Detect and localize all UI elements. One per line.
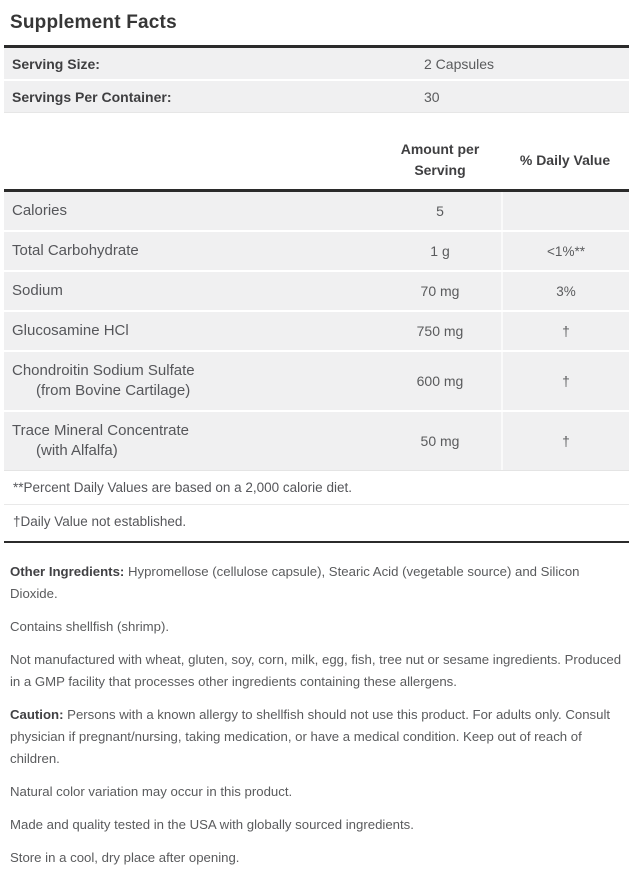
nutrient-name: Total Carbohydrate xyxy=(12,242,139,259)
nutrient-row-chondroitin-sodium-sulfate xyxy=(4,352,629,412)
column-header-amount-per-serving: Amount per Serving xyxy=(400,141,480,178)
nutrient-daily-value: † xyxy=(501,312,629,350)
made-in-usa-paragraph: Made and quality tested in the USA with globally sourced ingredients. xyxy=(10,817,414,832)
footnote-dagger: †Daily Value not established. xyxy=(13,514,187,529)
footnote-daily-values: **Percent Daily Values are based on a 2,000 calorie diet. xyxy=(4,471,629,505)
nutrient-daily-value: † xyxy=(501,412,629,470)
nutrient-amount: 600 mg xyxy=(416,373,464,389)
nutrient-row-glucosamine-hcl xyxy=(4,312,629,352)
color-variation-paragraph: Natural color variation may occur in this product. xyxy=(10,784,293,799)
other-ingredients-text: Hypromellose (cellulose capsule), Stearic Acid (vegetable source) and Silicon Dioxide. xyxy=(10,564,580,601)
nutrient-row-sodium xyxy=(4,272,629,312)
nutrient-name: Glucosamine HCl xyxy=(12,322,129,339)
nutrient-daily-value xyxy=(501,192,629,230)
serving-size-row xyxy=(4,48,629,81)
servings-per-container-label: Servings Per Container: xyxy=(12,88,172,105)
nutrient-row-total-carbohydrate xyxy=(4,232,629,272)
nutrient-name-source: (with Alfalfa) xyxy=(36,442,118,459)
servings-per-container-row xyxy=(4,81,629,113)
column-header-daily-value: % Daily Value xyxy=(519,151,611,168)
nutrient-name-source: (from Bovine Cartilage) xyxy=(36,382,191,399)
other-ingredients-paragraph xyxy=(10,561,623,605)
panel-title: Supplement Facts xyxy=(10,12,177,33)
nutrient-daily-value: <1%** xyxy=(501,232,629,270)
nutrient-amount: 70 mg xyxy=(420,283,460,299)
nutrient-row-calories xyxy=(4,192,629,232)
servings-per-container-value: 30 xyxy=(424,88,440,105)
nutrient-amount: 50 mg xyxy=(420,433,460,449)
other-ingredients-label: Other Ingredients: xyxy=(10,564,125,579)
contains-shellfish-paragraph: Contains shellfish (shrimp). xyxy=(10,619,170,634)
nutrient-name: Chondroitin Sodium Sulfate (from Bovine Cartilage) xyxy=(4,352,379,410)
nutrient-row-trace-mineral-concentrate xyxy=(4,412,629,470)
nutrient-amount: 5 xyxy=(436,203,444,219)
nutrient-name: Calories xyxy=(12,202,68,219)
nutrient-amount: 750 mg xyxy=(416,323,464,339)
nutrient-name: Trace Mineral Concentrate (with Alfalfa) xyxy=(4,412,379,470)
caution-label: Caution: xyxy=(10,707,64,722)
storage-paragraph: Store in a cool, dry place after opening. xyxy=(10,850,240,865)
additional-information xyxy=(0,543,633,894)
footnotes xyxy=(4,471,629,538)
nutrient-daily-value: † xyxy=(501,352,629,410)
serving-info-table xyxy=(4,48,629,113)
nutrition-column-headers xyxy=(4,139,629,181)
allergen-statement-paragraph: Not manufactured with wheat, gluten, soy, corn, milk, egg, fish, tree nut or sesame ingredients. Produced in a GMP facility that processes other ingredients containing these allergens. xyxy=(10,652,622,689)
serving-size-value: 2 Capsules xyxy=(424,55,495,72)
nutrient-name: Sodium xyxy=(12,282,63,299)
caution-paragraph xyxy=(10,704,623,770)
nutrient-daily-value: 3% xyxy=(501,272,629,310)
nutrition-table xyxy=(4,192,629,471)
serving-size-label: Serving Size: xyxy=(12,55,100,72)
caution-text: Persons with a known allergy to shellfish should not use this product. For adults only. Consult physician if pregnant/nursing, taking medication, or have a medical condition. Keep out of reach of children. xyxy=(10,707,611,766)
nutrient-amount: 1 g xyxy=(430,243,450,259)
